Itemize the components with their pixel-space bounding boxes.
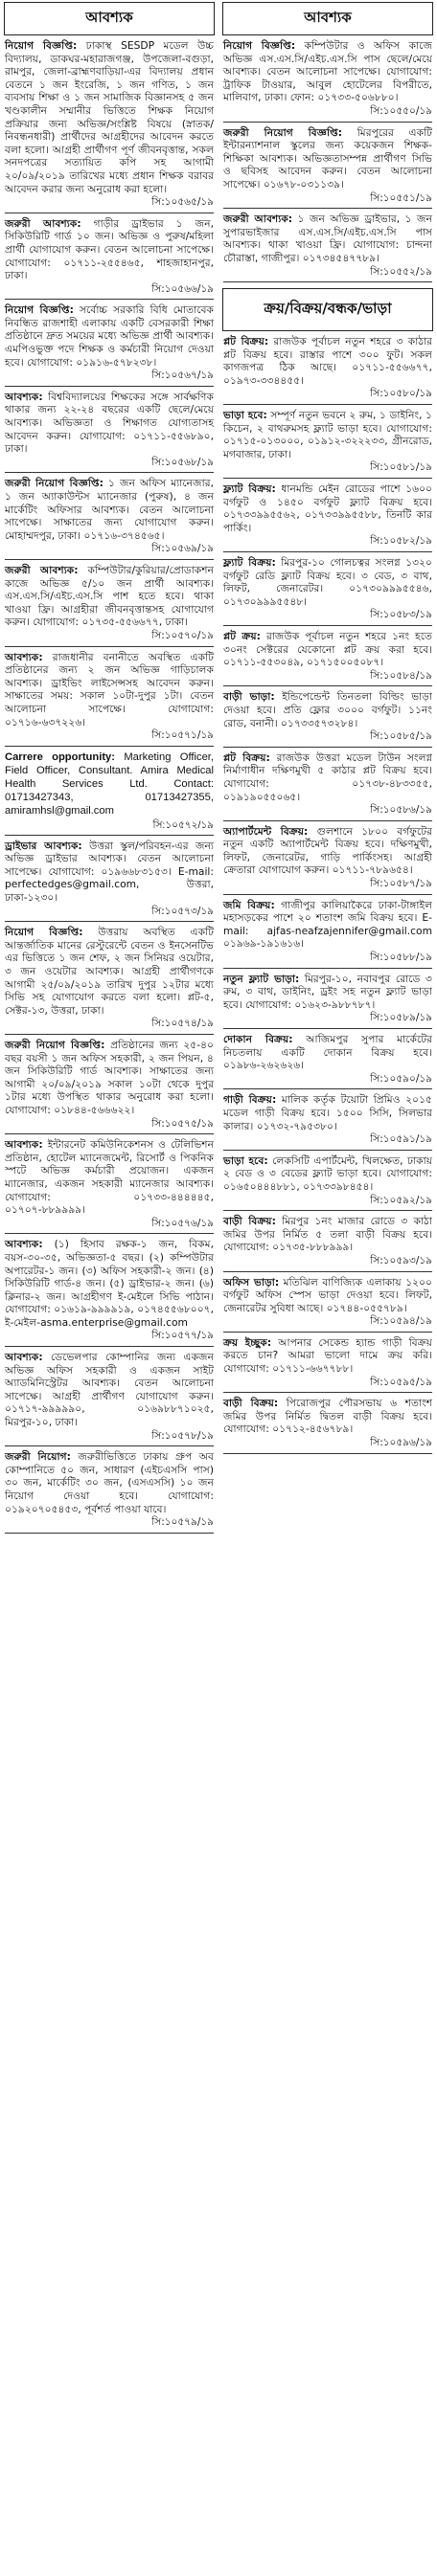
ad-text bbox=[223, 1033, 432, 1072]
ad-text bbox=[223, 899, 432, 951]
classified-ad bbox=[222, 409, 433, 479]
ad-text bbox=[223, 213, 432, 264]
classified-ad bbox=[4, 303, 215, 387]
ad-text bbox=[5, 1351, 214, 1429]
right-section-header: আবশ্যক bbox=[222, 2, 433, 35]
ad-reference: সি:১০৫৭২/১৯ bbox=[152, 818, 214, 831]
classified-ad bbox=[4, 1039, 215, 1134]
ad-reference: সি:১০৫৫১/১৯ bbox=[370, 191, 432, 204]
ad-divider bbox=[223, 747, 432, 748]
ad-reference: সি:১০৫৭৫/১৯ bbox=[151, 1117, 214, 1130]
ad-text bbox=[5, 217, 214, 282]
ad-reference: সি:১০৫৯৪/১৯ bbox=[370, 1315, 432, 1328]
ad-text bbox=[223, 409, 432, 460]
classified-ad bbox=[4, 750, 215, 836]
ad-body: লেকসিটি এপার্টমেন্ট, খিলক্ষেত, ঢাকায় ২ বেড ও ৩ বেডের ফ্ল্যাট ভাড়া হবে। যোগাযোগ: ০১৬৫০৪৪৪৮৮১, ০১৭৩৩৯৮৪৫৪। bbox=[223, 1154, 432, 1193]
ad-heading: আবশ্যক: bbox=[5, 1238, 43, 1251]
classified-ad bbox=[222, 751, 433, 821]
classified-ad bbox=[222, 825, 433, 895]
ad-divider bbox=[223, 1150, 432, 1151]
ad-heading: ফ্ল্যাট বিক্রয়: bbox=[223, 556, 276, 569]
ad-body: জরুরীভিত্তিতে ঢাকায় গ্রুপ অব কোম্পানিতে ৫০ জন, সাধারণ (এইচএসসি পাস) ৩০ জন, মার্কেটিং ৩০ জন, (এসএসসি) ১০ জন নিয়োগ দেওয়া হবে। যোগাযোগ: ০১৯২০৭০৫৪৫৩, পূর্বশর্ত পাওয়া যাবে। bbox=[5, 1450, 215, 1515]
ad-divider bbox=[5, 559, 214, 560]
ad-text bbox=[5, 564, 214, 629]
classified-ad bbox=[222, 335, 433, 405]
ad-text bbox=[223, 126, 432, 191]
ad-body: উত্তরায় অবস্থিত একটি আন্তর্জাতিক মানের রেস্টুরেন্টে বেতন ও ইনসেনটিভ এর ভিত্তিতে ১ জন শেফ, ২ জন সিনিয়র ওয়েটার, ৩ জন ওয়েটার আবশ্যক। আগ্রহী প্রার্থীগণকে আগামী ২৫/০৯/২০১৯ তারিখ দুপুর ১২টার মধ্যে সিভি সহ যোগাযোগ করতে বলা হলো। প্লট-৫, সেক্টর-১৩, উত্তরা, ঢাকা। bbox=[5, 926, 214, 1017]
ad-heading: নিয়োগ বিজ্ঞপ্তি: bbox=[5, 926, 83, 939]
ad-reference: সি:১০৫৯১/১৯ bbox=[370, 1133, 432, 1146]
ad-divider bbox=[223, 1210, 432, 1211]
left-section-header: আবশ্যক bbox=[4, 2, 215, 35]
ad-reference: সি:১০৫৯০/১৯ bbox=[370, 1072, 432, 1085]
ad-reference: সি:১০৫৭০/১৯ bbox=[151, 629, 214, 641]
classified-ad bbox=[222, 556, 433, 626]
ad-heading: জরুরী নিয়োগ বিজ্ঞপ্তি: bbox=[5, 1039, 105, 1051]
ad-text bbox=[223, 482, 432, 534]
ad-body: মিরপুর ১নং মাজার রোডে ৩ কাঠা জমির উপর নির্মিত ৫ তলা বাড়ী বিক্রয় হবে। যোগাযোগ: ০১৭৩৫-৮৮৮৯৯৯। bbox=[223, 1215, 432, 1254]
classified-ad bbox=[4, 926, 215, 1035]
ad-text bbox=[223, 1215, 432, 1254]
ad-body: রাজউক পূর্বাচল নতুন শহরে ১নং হতে ৩০নং সেক্টরের যেকোনো প্লট ক্রয় করা হবে। ০১৭১১-৫৫৩০৪৯, ০১৭১৫০০৫০৮৭। bbox=[223, 629, 433, 669]
ad-body: আজিমপুর সুপার মার্কেটের নিচতলায় একটি দোকান বিক্রয় হবে। ০১৯৮৬-২৬২৬২৬। bbox=[223, 1033, 432, 1072]
ad-heading: নিয়োগ বিজ্ঞপ্তি: bbox=[223, 39, 296, 52]
ad-divider bbox=[223, 968, 432, 969]
ad-body: ইন্ডিপেন্ডেন্ট তিনতলা বিল্ডিং ভাড়া দেওয়া হবে। প্রতি ফ্লোর ৩০০০ বর্গফুট। ১১নং রোড, বনানী। ০১৭৩৩৫৭৩২৮৪। bbox=[223, 690, 432, 729]
ad-body: রাজউক পূর্বাচল নতুন শহরে ৩ কাঠার প্লট বিক্রয় হবে। রাস্তার পাশে ৩০০ ফুট। সকল কাগজপত্র ঠিক আছে। ০১৭১১-৫৫৬৬৭৭, ০১৯৭৩-৩৩৪৪৫৫। bbox=[223, 335, 433, 387]
classified-ad bbox=[4, 1138, 215, 1234]
ad-text bbox=[223, 1397, 432, 1436]
classified-ad bbox=[222, 39, 433, 123]
ad-heading: নতুন ফ্ল্যাট ভাড়া: bbox=[223, 972, 300, 985]
ad-body: গুলশানে ১৮০০ বর্গফুটের নতুন একটি অ্যাপার্টমেন্ট বিক্রয় হবে। দক্ষিণমুখী, লিফট, জেনারেটর, গাড়ি পার্কিংসহ। আগ্রহী ক্রেতারা যোগাযোগ করুন। ০১৭১১-৭৮৯৬৫৪। bbox=[223, 824, 432, 877]
classified-ad bbox=[4, 391, 215, 474]
ad-divider bbox=[5, 1233, 214, 1234]
classified-ad bbox=[222, 1336, 433, 1393]
ad-divider bbox=[223, 1332, 432, 1333]
ad-reference: সি:১০৫৬৫/১৯ bbox=[151, 196, 214, 209]
ad-divider bbox=[223, 894, 432, 895]
ad-heading: জমি বিক্রয়: bbox=[223, 898, 275, 911]
ad-text bbox=[5, 391, 214, 456]
ad-reference: সি:১০৫৭৯/১৯ bbox=[151, 1516, 214, 1529]
ad-heading: জরুরী নিয়োগ: bbox=[5, 1450, 71, 1464]
ad-divider bbox=[5, 299, 214, 300]
ad-heading: আবশ্যক: bbox=[5, 390, 43, 403]
ad-reference: সি:১০৫৮৭/১৯ bbox=[370, 878, 432, 890]
ad-text bbox=[5, 840, 214, 905]
classified-ad bbox=[222, 1093, 433, 1150]
ad-reference: সি:১০৫৮৯/১৯ bbox=[370, 1012, 432, 1024]
ad-divider bbox=[223, 1392, 432, 1393]
ad-reference: সি:১০৫৭৪/১৯ bbox=[151, 1018, 214, 1030]
classified-ad bbox=[222, 482, 433, 552]
ad-divider bbox=[5, 472, 214, 473]
ad-heading: জরুরী নিয়োগ বিজ্ঞপ্তি: bbox=[5, 477, 104, 490]
ad-text bbox=[5, 39, 214, 195]
ad-text bbox=[223, 973, 432, 1012]
ad-divider bbox=[5, 386, 214, 387]
ad-reference: সি:১০৫৮১/১৯ bbox=[370, 461, 432, 474]
ad-divider bbox=[223, 281, 432, 282]
ad-reference: সি:১০৫৭১/১৯ bbox=[151, 729, 214, 742]
ad-text bbox=[223, 1336, 432, 1376]
left-column bbox=[4, 0, 215, 2576]
ad-body: ১ জন অফিস ম্যানেজার, ১ জন অ্যাকাউন্টস ম্যানেজার (পুরুষ), ৪ জন মার্কেটিং অফিসার আবশ্যক। বেতন আলোচনা সাপেক্ষে। সাক্ষাতের জন্য যোগাযোগ করুন। মোহাম্মদপুর, ঢাকা। ০১৭১৬-৩৭৪৫৬৫। bbox=[5, 477, 214, 542]
ad-body: মতিঝিল বাণিজ্যিক এলাকায় ১২০০ বর্গফুট অফিস স্পেস ভাড়া দেওয়া হবে। লিফট, জেনারেটর সুবিধা আছে। ০১৭৪৪-০৫৫৭৮৯। bbox=[223, 1275, 432, 1314]
ad-body: মালিক কর্তৃক টয়োটা প্রিমিও ২০১৫ মডেল গাড়ী বিক্রয় হবে। ১৫০০ সিসি, সিলভার কালার। ০১৭৩২-৭৯৫৩৮০। bbox=[223, 1093, 432, 1132]
ad-reference: সি:১০৫৫০/১৯ bbox=[370, 104, 432, 117]
ad-text bbox=[223, 1093, 432, 1132]
ad-body: সর্বোচ্চ সরকারি বিধি মোতাবেক নিবন্ধিত রাজশাহী এলাকায় একটি বেসরকারী শিক্ষা প্রতিষ্ঠানে দ্রুত সময়ের মধ্যে অভিজ্ঞ প্রার্থী আবশ্যক। এমপিওভুক্ত পদে শিক্ষক ও কর্মচারী নিয়োগ দেওয়া হবে। যোগাযোগ: ০১৯১৬-৫৭৮২৩৮। bbox=[5, 303, 214, 369]
ad-heading: ড্রাইভার আবশ্যক: bbox=[5, 839, 82, 852]
ad-heading: জরুরী আবশ্যক: bbox=[5, 563, 79, 576]
ad-divider bbox=[5, 835, 214, 836]
right-ads-list-bottom bbox=[222, 335, 433, 1454]
ad-divider bbox=[223, 1088, 432, 1089]
ad-divider bbox=[5, 1034, 214, 1035]
ad-divider bbox=[5, 746, 214, 747]
sale-rent-section-header: ক্রয়/বিক্রয়/বন্ধক/ভাড়া bbox=[222, 288, 433, 331]
classified-ad bbox=[4, 1351, 215, 1446]
ad-heading: বাড়ী বিক্রয়: bbox=[223, 1397, 279, 1410]
ad-body: রাজধানীর বনানীতে অবস্থিত একটি প্রতিষ্ঠানের জন্য ২ জন অভিজ্ঞ গাড়িচালক আবশ্যক। ড্রাইভিং লাইসেন্সসহ আবেদন করুন। সাক্ষাতের সময়: সকাল ১০টা-দুপুর ১টা। বেতন আলোচনা সাপেক্ষে। যোগাযোগ: ০১৭১৬-৬৩৭২২৬। bbox=[5, 650, 214, 728]
classified-ad bbox=[222, 126, 433, 210]
ad-body: সম্পূর্ণ নতুন ভবনে ২ রুম, ১ ডাইনিং, ১ কিচেন, ২ বাথরুমসহ ফ্ল্যাট ভাড়া হবে। যোগাযোগ: ০১৭১৫-০১৩০০০, ০১৯১২-৩২২২৩৩, গ্রীনরোড, মগবাজার, ঢাকা। bbox=[223, 409, 432, 460]
ad-divider bbox=[223, 820, 432, 821]
ad-reference: সি:১০৫৯৬/১৯ bbox=[370, 1437, 432, 1449]
ad-body: (১) হিসাব রক্ষক-১ জন, বিকম, বয়স-৩০-৩৫, অভিজ্ঞতা-৫ বছর। (২) কম্পিউটার অপারেটর-১ জন। (৩) অফিস সহকারী-২ জন। (৪) সিকিউরিটি গার্ড-৪ জন। (৫) ড্রাইভার-২ জন। (৬) ক্লিনার-২ জন। আগ্রহীগণ ই-মেইলে সিভি পাঠান। যোগাযোগ: ০১৬১৯-৯৯৯৯১৯, ০১৭৪৫৫৬৮০০৭, ই-মেইল-asma.enterprise@gmail.com bbox=[5, 1238, 214, 1329]
ad-body: আপনার সেকেন্ড হ্যান্ড গাড়ী বিক্রয় করতে চান? আমরা ভালো দামে ক্রয় করি। যোগাযোগ: ০১৭১১-৬৬৭৭৮৮। bbox=[223, 1335, 432, 1376]
ad-text bbox=[5, 750, 214, 818]
ad-divider bbox=[223, 208, 432, 209]
classified-ad bbox=[4, 651, 215, 747]
ad-divider bbox=[223, 404, 432, 405]
ad-reference: সি:১০৫৮৬/১৯ bbox=[370, 804, 432, 817]
ad-body: গাড়ীর ড্রাইভার ১ জন, সিকিউরিটি গার্ড ১০ জন। অভিজ্ঞ ও পুরুষ/মহিলা প্রার্থী যোগাযোগ করুন। বেতন আলোচনা সাপেক্ষে। যোগাযোগ: ০১৭১১-২৫৫৪৬৫, শাহজাহানপুর, ঢাকা। bbox=[5, 216, 214, 282]
ad-body: মিরপুর-১০ গোলচত্বর সংলগ্ন ১৩২০ বর্গফুট রেডি ফ্ল্যাট বিক্রয় হবে। ৩ বেড, ৩ বাথ, লিফট, জেনারেটর। ০১৭৩০৯৯৯৫৫৪৬, ০১৭৩০৯৯৯৫৫৪৮। bbox=[223, 556, 432, 608]
ad-divider bbox=[223, 685, 432, 686]
ad-text bbox=[223, 1154, 432, 1194]
ad-body: কম্পিউটার ও অফিস কাজে অভিজ্ঞ এস.এস.সি/এইচ.এস.সি পাস ছেলে/মেয়ে আবশ্যক। বেতন আলোচনা সাপেক্ষে। যোগাযোগ: ট্রাফিক টাওয়ার, আবুল হোটেলের বিপরীতে, মালিবাগ, ঢাকা। ফোন: ০১৭৩৩-৫০৬৮৮০। bbox=[223, 39, 433, 104]
left-ads-list bbox=[4, 39, 215, 1534]
ad-heading: বাড়ী বিক্রয়: bbox=[223, 1215, 276, 1228]
right-column bbox=[222, 0, 433, 2576]
ad-divider bbox=[5, 1346, 214, 1347]
classified-ad bbox=[222, 630, 433, 686]
ad-reference: সি:১০৫৮০/১৯ bbox=[370, 388, 432, 400]
ad-reference: সি:১০৫৭৮/১৯ bbox=[151, 1429, 214, 1442]
ad-text bbox=[223, 825, 432, 877]
ad-divider bbox=[223, 1453, 432, 1454]
ad-reference: সি:১০৫৯৩/১৯ bbox=[370, 1254, 432, 1266]
ad-body: ঢাকাস্থ SESDP মডেল উচ্চ বিদ্যালয়, ডাকঘর-মহারাজগঞ্জ, উপজেলা-বগুড়া, রামপুর, জেলা-ব্রাহ্মণবাড়িয়া-এর বিদ্যালয় প্রধান বেতনে ১ জন ইংরেজি, ১ জন গণিত, ১ জন ব্যবসায় শিক্ষা ও ১ জন সামাজিক বিজ্ঞানসহ ৫ জন খণ্ডকালীন সম্মানীর ভিত্তিতে শিক্ষক নিয়োগ প্রক্রিয়ার জন্য অভিজ্ঞ/সংশ্লিষ্ট বিষয়ে (স্নাতক/নিবন্ধনধারী) প্রার্থীদের আগ্রহীদের আবেদন করতে বলা হলো। আগ্রহী প্রার্থীগণ পূর্ণ জীবনবৃত্তান্ত, সকল সনদপত্রের সত্যায়িত কপি সহ আগামী ২০/০৯/২০১৯ তারিখের মধ্যে প্রধান শিক্ষক বরাবর আবেদন করার জন্য অনুরোধ করা হলো। bbox=[5, 39, 214, 195]
ad-heading: আবশ্যক: bbox=[5, 1351, 43, 1364]
classified-ad bbox=[4, 564, 215, 647]
ad-heading: আবশ্যক: bbox=[5, 1138, 43, 1152]
ad-divider bbox=[5, 646, 214, 647]
ad-heading: প্লট বিক্রয়: bbox=[223, 335, 269, 348]
ad-reference: সি:১০৫৬৮/১৯ bbox=[151, 456, 214, 468]
ad-divider bbox=[223, 478, 432, 479]
classified-ad bbox=[222, 1397, 433, 1453]
ad-reference: সি:১০৫৮২/১৯ bbox=[370, 535, 432, 548]
ad-heading: Carrere opportunity: bbox=[5, 750, 115, 763]
ad-heading: অফিস ভাড়া: bbox=[223, 1275, 280, 1288]
ad-reference: সি:১০৫৯২/১৯ bbox=[370, 1194, 432, 1206]
classified-ad bbox=[4, 1238, 215, 1347]
ad-heading: গাড়ী বিক্রয়: bbox=[223, 1093, 277, 1107]
ad-heading: প্লট ক্রয়: bbox=[223, 629, 261, 642]
ad-body: রাজউক উত্তরা মডেল টাউন সংলগ্ন নির্মাণাধীন দক্ষিণমুখী ৫ কাঠার প্লট বিক্রয় হবে। যোগাযোগ: ০১৭৩৮-৪৮৩৩৫৫, ০১৯১৯০৫৫০৬৫। bbox=[223, 750, 432, 803]
ad-body: ধানমন্ডি মেইন রোডের পাশে ১৬০০ বর্গফুট ও ১৪৫০ বর্গফুট ফ্ল্যাট বিক্রয় হবে। ০১৭৩৩৯৯৫৫৬২, ০১৭৩৩৯৯৫৫৮৮, তিনটি কার পার্কিং। bbox=[223, 482, 432, 534]
ad-heading: নিয়োগ বিজ্ঞপ্তি: bbox=[5, 303, 74, 317]
classified-ad bbox=[4, 840, 215, 923]
ad-body: গাজীপুর কালিয়াকৈরে ঢাকা-টাঙ্গাইল মহাসড়কের পাশে ২০ শতাংশ জমি বিক্রয় হবে। E-mail: ajfas-neafzajennifer@gmail.com ০১৯৬৯-১৯১৬১৬। bbox=[223, 898, 433, 951]
ad-body: ১ জন অভিজ্ঞ ড্রাইভার, ১ জন সুপারভাইজার এস.এস.সি/এইচ.এস.সি পাস আবশ্যক। থাকা খাওয়া ফ্রি। যোগাযোগ: চান্দনা চৌরাস্তা, গাজীপুর। ০১৭৩৪৫৪৭৭৮৯। bbox=[223, 213, 432, 264]
right-ads-list-top bbox=[222, 39, 433, 282]
ad-body: মিরপুর-১০, নবাবপুর রোডে ৩ রুম, ৩ বাথ, ডাইনিং, ড্রইং সহ নতুন ফ্ল্যাট ভাড়া হবে। যোগাযোগ: ০১৬২৩-৯৮৮৭৮৭। bbox=[223, 972, 432, 1011]
ad-text bbox=[5, 926, 214, 1017]
ad-heading: ভাড়া হবে: bbox=[223, 1154, 268, 1167]
ad-body: বিশ্ববিদ্যালয়ের শিক্ষকের সঙ্গে সার্বক্ষণিক থাকার জন্য ২২-২৪ বছরের একটি ছেলে/মেয়ে আবশ্যক। অভিজ্ঞতা ও শিক্ষাগত যোগ্যতাসহ আবেদন করুন। যোগাযোগ: ০১৭১১-৫৫৬৮৯০, ঢাকা। bbox=[5, 390, 214, 456]
ad-body: Marketing Officer, Field Officer, Consultant. Amira Medical Health Services Ltd. Contact: 01713427343, 01713427355, amiramhsl@gmail.com bbox=[5, 750, 215, 817]
ad-text bbox=[5, 1450, 214, 1515]
ad-reference: সি:১০৫৮৪/১৯ bbox=[370, 669, 432, 682]
classified-ad bbox=[222, 1215, 433, 1271]
ad-reference: সি:১০৫৫২/১৯ bbox=[370, 265, 432, 278]
classified-ad bbox=[4, 39, 215, 213]
ad-body: পিরোজপুর পৌরসভায় ৬ শতাংশ জমির উপর নির্মিত দ্বিতল বাড়ী বিক্রয় হবে। যোগাযোগ: ০১৭১২-৪৫৬৭৮৯। bbox=[223, 1397, 433, 1436]
ad-divider bbox=[5, 1533, 214, 1534]
ad-text bbox=[5, 1039, 214, 1117]
ad-text bbox=[223, 630, 432, 669]
ad-body: প্রতিষ্ঠানের জন্য ২৫-৪০ বছর বয়সী ১ জন অফিস সহকারী, ২ জন পিয়ন, ৪ জন সিকিউরিটি গার্ড আবশ্যক। সাক্ষাতের জন্য আগামী ২০/০৯/২০১৯ সকাল ১০টা থেকে দুপুর ১টার মধ্যে উপস্থিত থাকার অনুরোধ করা হলো। যোগাযোগ: ০১৮৪৪-৫৬৬৬২২। bbox=[5, 1039, 214, 1116]
ad-text bbox=[5, 477, 214, 542]
ad-reference: সি:১০৫৮৫/১৯ bbox=[370, 730, 432, 743]
ad-heading: দোকান বিক্রয়: bbox=[223, 1033, 293, 1045]
ad-reference: সি:১০৫৯৫/১৯ bbox=[370, 1376, 432, 1388]
ad-reference: সি:১০৫৬৬/১৯ bbox=[151, 282, 214, 295]
classified-ad bbox=[222, 1154, 433, 1211]
ad-heading: জরুরী আবশ্যক: bbox=[5, 216, 81, 230]
ad-heading: ভাড়া হবে: bbox=[223, 409, 267, 422]
ad-divider bbox=[5, 921, 214, 922]
ad-reference: সি:১০৫৬৯/১৯ bbox=[151, 543, 214, 555]
ad-divider bbox=[223, 1028, 432, 1029]
ad-text bbox=[5, 303, 214, 369]
ad-text bbox=[223, 335, 432, 387]
classified-ad bbox=[4, 1450, 215, 1534]
ad-reference: সি:১০৫৭৩/১৯ bbox=[151, 905, 214, 917]
ad-text bbox=[223, 39, 432, 104]
ad-divider bbox=[5, 1133, 214, 1134]
ad-heading: আবশ্যক: bbox=[5, 650, 43, 663]
ad-heading: বাড়ী ভাড়া: bbox=[223, 690, 275, 704]
ad-body: ইন্টারনেট কমিউনিকেশনস ও টেলিভিশন প্রতিষ্ঠান, হোটেল ম্যানেজমেন্ট, রিসোর্ট ও পিকনিক স্পটে অভিজ্ঞ কর্মচারী প্রয়োজন। একজন ম্যানেজার, একজন সহকারী ম্যানেজার আবশ্যক। যোগাযোগ: ০১৭৩৩-৪৪৪৪৪৫, ০১৭০৭-৮৮৯৯৯৯। bbox=[5, 1138, 214, 1217]
ad-heading: প্লট বিক্রয়: bbox=[223, 750, 270, 764]
classified-ad bbox=[222, 1276, 433, 1333]
ad-text bbox=[223, 751, 432, 803]
ad-divider bbox=[5, 1445, 214, 1446]
ad-text bbox=[223, 556, 432, 608]
ad-text bbox=[5, 651, 214, 729]
ad-heading: ফ্ল্যাট বিক্রয়: bbox=[223, 482, 276, 496]
ad-heading: নিয়োগ বিজ্ঞপ্তি: bbox=[5, 39, 78, 52]
classified-ad bbox=[222, 213, 433, 282]
ad-divider bbox=[223, 1271, 432, 1272]
classified-ad bbox=[222, 690, 433, 747]
classified-ad bbox=[222, 1033, 433, 1089]
ad-text bbox=[5, 1138, 214, 1217]
ad-divider bbox=[223, 122, 432, 123]
ad-text bbox=[223, 690, 432, 729]
ad-reference: সি:১০৫৮৩/১৯ bbox=[370, 609, 432, 621]
ad-reference: সি:১০৫৭৭/১৯ bbox=[151, 1330, 214, 1342]
ad-reference: সি:১০৫৬৭/১৯ bbox=[151, 370, 214, 382]
ad-divider bbox=[223, 625, 432, 626]
ad-heading: অ্যাপার্টমেন্ট বিক্রয়: bbox=[223, 824, 309, 838]
classified-ad bbox=[222, 899, 433, 969]
ad-body: কম্পিউটার/কুরিয়ার/প্রোডাকশন কাজে অভিজ্ঞ ৫/১০ জন প্রার্থী আবশ্যক। এস.এস.সি/এইচ.এস.সি পাশ হতে হবে। থাকা খাওয়া ফ্রি। আগ্রহীরা জীবনবৃত্তান্তসহ যোগাযোগ করুন। যোগাযোগ: ০১৭৩৫-৫৫৬৬৭৭, ঢাকা। bbox=[5, 563, 214, 629]
classified-ad bbox=[4, 217, 215, 301]
ad-heading: ক্রয় ইচ্ছুক: bbox=[223, 1335, 272, 1349]
ad-reference: সি:১০৫৭৬/১৯ bbox=[151, 1217, 214, 1229]
ad-text bbox=[5, 1238, 214, 1329]
classified-ad bbox=[4, 477, 215, 560]
ad-body: উত্তরা স্কুল/পরিবহন-এর জন্য অভিজ্ঞ ড্রাইভার আবশ্যক। বেতন আলোচনা সাপেক্ষে। যোগাযোগ: ০১৯৬৬৮৩১৫৩। E-mail: perfectedges@gmail.com, উত্তরা, ঢাকা-১২৩০। bbox=[5, 839, 215, 905]
classified-ad bbox=[222, 973, 433, 1029]
ad-body: মিরপুরের একটি ইন্টারন্যাশনাল স্কুলের জন্য কয়েকজন শিক্ষক-শিক্ষিকা আবশ্যক। অভিজ্ঞতাসম্পন্ন প্রার্থীগণ সিভি ও ছবিসহ আবেদন করুন। বেতন আলোচনা সাপেক্ষে। ০১৬৭৮-০৩১১৩৯। bbox=[223, 125, 432, 190]
ad-heading: জরুরী আবশ্যক: bbox=[223, 213, 293, 226]
ad-text bbox=[223, 1276, 432, 1315]
ad-body: ডেভেলপার কোম্পানির জন্য একজন অভিজ্ঞ অফিস সহকারী ও একজন সাইট অ্যাডমিনিস্ট্রেটর আবশ্যক। বেতন আলোচনা সাপেক্ষে। আগ্রহী প্রার্থীগণ যোগাযোগ করুন। ০১৭১৭-৯৯৯৯৯০, ০১৬৯৮৮৭১০২৫, মিরপুর-১০, ঢাকা। bbox=[5, 1351, 214, 1429]
ad-reference: সি:১০৫৮৮/১৯ bbox=[370, 952, 432, 964]
ad-divider bbox=[223, 551, 432, 552]
ad-heading: জরুরী নিয়োগ বিজ্ঞপ্তি: bbox=[223, 125, 343, 139]
